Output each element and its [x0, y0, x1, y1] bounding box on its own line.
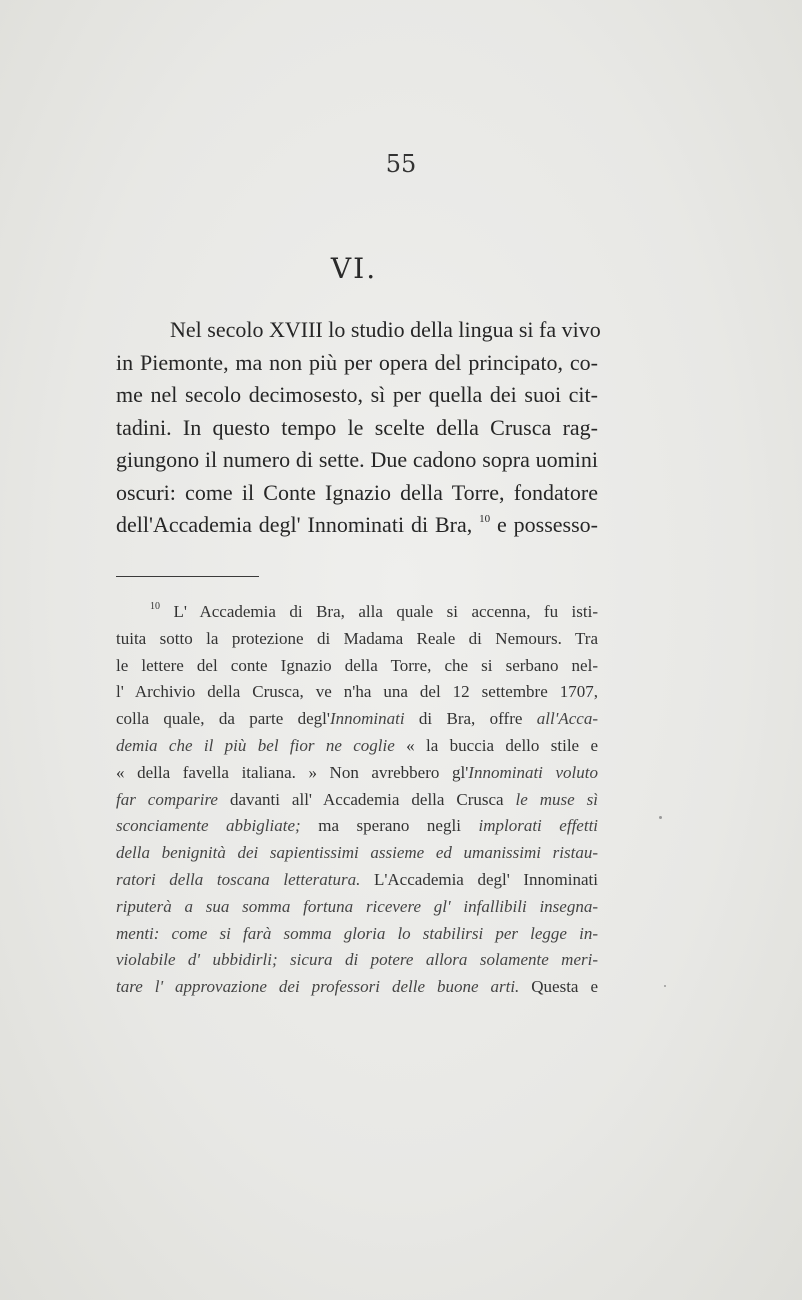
footnote-reference: 10 [479, 513, 491, 525]
italic-span: implorati effetti [478, 816, 599, 836]
italic-span: Innominati voluto [468, 762, 598, 782]
italic-span: della benignità dei sapientissimi assieme ed umanissimi ristau- [116, 843, 598, 863]
text-span: e possesso- [497, 512, 598, 537]
text-line [116, 509, 598, 542]
footnote-line [116, 974, 598, 1001]
footnote-line [116, 867, 598, 894]
footnote-line: le lettere del conte Ignazio della Torre, che si serbano nel- [116, 655, 598, 675]
chapter-heading: VI. [330, 252, 378, 285]
text-span: Questa e [531, 977, 598, 997]
main-text [116, 314, 601, 542]
footnote-line [116, 787, 598, 814]
paper-speck [659, 816, 662, 819]
italic-span: ratori della toscana letteratura. [116, 869, 361, 889]
text-span: colla quale, da parte degl' [116, 709, 330, 729]
footnote-line: l' Archivio della Crusca, ve n'ha una del 12 settembre 1707, [116, 682, 598, 702]
italic-span: le muse sì [515, 789, 598, 809]
footnote-line [116, 760, 598, 787]
footnote-line [116, 733, 598, 760]
italic-span: menti: come si farà somma gloria lo stabilirsi per legge in- [116, 923, 598, 943]
italic-span: tare l' approvazione dei professori delle buone arti. [116, 977, 520, 997]
text-span: davanti all' Accademia della Crusca [229, 789, 504, 809]
footnote-marker: 10 [150, 601, 160, 612]
italic-span: Innominati [329, 709, 405, 729]
footnote-line [116, 813, 598, 840]
text-span: di Bra, offre [418, 709, 523, 729]
footnote-rule [116, 576, 259, 577]
text-span: ma sperano negli [318, 816, 461, 836]
footnote-line: tuita sotto la protezione di Madama Reale di Nemours. Tra [116, 628, 598, 648]
text-line: tadini. In questo tempo le scelte della Crusca rag- [116, 414, 598, 440]
text-span: « la buccia dello stile e [406, 735, 599, 755]
footnote-line [116, 947, 598, 974]
text-span: L'Accademia degl' Innominati [373, 869, 598, 889]
italic-span: demia che il più bel fior ne coglie [116, 735, 395, 755]
footnote-line [116, 599, 598, 626]
text-line: me nel secolo decimosesto, sì per quella dei suoi cit- [116, 382, 598, 407]
page-number: 55 [385, 150, 417, 178]
italic-span: riputerà a sua somma fortuna ricevere gl' infallibili insegna- [116, 896, 598, 916]
text-line: oscuri: come il Conte Ignazio della Torre, fondatore [116, 479, 598, 505]
footnote [116, 599, 598, 1001]
paper-speck [664, 985, 666, 987]
italic-span: sconciamente abbigliate; [116, 816, 301, 836]
footnote-line [116, 840, 598, 867]
footnote-line [116, 894, 598, 921]
text-span: dell'Accademia degl' Innominati di Bra, [116, 512, 473, 537]
italic-span: violabile d' ubbidirli; sicura di potere allora solamente meri- [116, 950, 598, 970]
text-line: giungono il numero di sette. Due cadono sopra uomini [116, 447, 598, 472]
text-line: Nel secolo XVIII lo studio della lingua si fa vivo [170, 317, 601, 342]
text-span: L' Accademia di Bra, alla quale si accenna, fu isti- [173, 602, 598, 621]
italic-span: far comparire [116, 789, 218, 809]
italic-span: all'Acca- [536, 709, 598, 729]
footnote-line [116, 706, 598, 733]
text-span: « della favella italiana. » Non avrebbero gl' [116, 762, 469, 782]
footnote-line [116, 921, 598, 948]
text-line: in Piemonte, ma non più per opera del principato, co- [116, 349, 598, 375]
